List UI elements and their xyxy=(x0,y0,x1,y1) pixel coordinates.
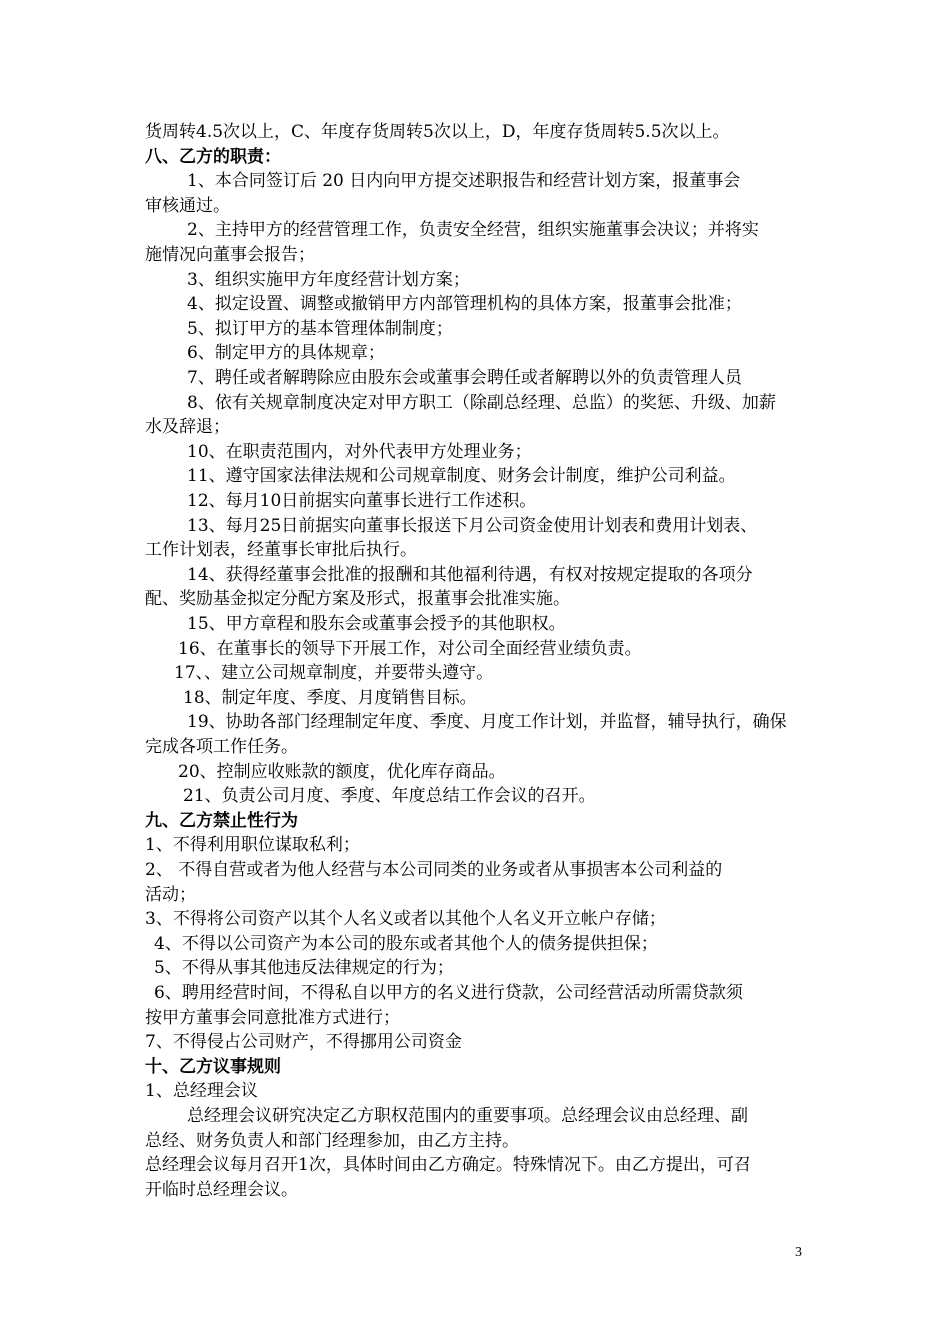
text-line: 6、聘用经营时间，不得私自以甲方的名义进行贷款，公司经营活动所需贷款须 xyxy=(154,983,743,1003)
section-heading: 九、乙方禁止性行为 xyxy=(145,810,298,831)
section-heading: 八、乙方的职责： xyxy=(145,146,281,167)
text-line: 12、每月10日前据实向董事长进行工作述积。 xyxy=(187,491,537,511)
text-line: 3、不得将公司资产以其个人名义或者以其他个人名义开立帐户存储； xyxy=(145,909,666,930)
text-line: 开临时总经理会议。 xyxy=(145,1179,298,1200)
text-line: 完成各项工作任务。 xyxy=(145,737,298,757)
text-line: 15、甲方章程和股东会或董事会授予的其他职权。 xyxy=(187,614,566,634)
text-line: 5、不得从事其他违反法律规定的行为； xyxy=(154,958,454,979)
text-line: 配、奖励基金拟定分配方案及形式，报董事会批准实施。 xyxy=(145,589,570,610)
text-line: 14、获得经董事会批准的报酬和其他福利待遇，有权对按规定提取的各项分 xyxy=(187,564,753,585)
text-line: 13、每月25日前据实向董事长报送下月公司资金使用计划表和费用计划表、 xyxy=(187,515,758,536)
text-line: 10、在职责范围内，对外代表甲方处理业务； xyxy=(187,441,532,462)
text-line: 4、不得以公司资产为本公司的股东或者其他个人的债务提供担保； xyxy=(154,933,658,954)
text-line: 17、、建立公司规章制度，并要带头遵守。 xyxy=(174,663,494,684)
text-line: 11、遵守国家法律法规和公司规章制度、财务会计制度，维护公司利益。 xyxy=(187,466,736,487)
text-line: 1、总经理会议 xyxy=(145,1081,258,1102)
text-line: 21、负责公司月度、季度、年度总结工作会议的召开。 xyxy=(183,786,596,807)
text-line: 施情况向董事会报告； xyxy=(145,245,315,265)
text-line: 3、组织实施甲方年度经营计划方案； xyxy=(187,269,470,290)
text-line: 总经理会议每月召开1次，具体时间由乙方确定。特殊情况下。由乙方提出，可召 xyxy=(145,1155,751,1176)
text-line: 审核通过。 xyxy=(145,195,230,216)
text-line: 6、制定甲方的具体规章； xyxy=(187,343,385,364)
text-line: 活动； xyxy=(145,884,196,905)
text-line: 货周转4.5次以上，C、年度存货周转5次以上，D，年度存货周转5.5次以上。 xyxy=(145,122,730,142)
text-line: 4、拟定设置、调整或撤销甲方内部管理机构的具体方案，报董事会批准； xyxy=(187,294,742,315)
text-line: 2、主持甲方的经营管理工作，负责安全经营，组织实施董事会决议；并将实 xyxy=(187,220,759,241)
text-line: 16、在董事长的领导下开展工作，对公司全面经营业绩负责。 xyxy=(178,638,642,659)
text-line: 5、拟订甲方的基本管理体制制度； xyxy=(187,318,453,339)
text-line: 7、不得侵占公司财产，不得挪用公司资金 xyxy=(145,1032,462,1053)
text-line: 8、依有关规章制度决定对甲方职工（除副总经理、总监）的奖惩、升级、加薪 xyxy=(187,392,776,413)
text-line: 2、 不得自营或者为他人经营与本公司同类的业务或者从事损害本公司利益的 xyxy=(145,860,723,880)
text-line: 总经、财务负责人和部门经理参加，由乙方主持。 xyxy=(145,1130,519,1151)
text-line: 1、不得利用职位谋取私利； xyxy=(145,835,360,856)
text-line: 1、本合同签订后 20 日内向甲方提交述职报告和经营计划方案，报董事会 xyxy=(187,171,741,192)
text-line: 18、制定年度、季度、月度销售目标。 xyxy=(183,687,477,708)
text-line: 按甲方董事会同意批准方式进行； xyxy=(145,1007,400,1028)
text-line: 总经理会议研究决定乙方职权范围内的重要事项。总经理会议由总经理、副 xyxy=(187,1106,748,1126)
text-line: 7、聘任或者解聘除应由股东会或董事会聘任或者解聘以外的负责管理人员 xyxy=(187,368,742,388)
section-heading: 十、乙方议事规则 xyxy=(145,1056,281,1077)
text-line: 20、控制应收账款的额度，优化库存商品。 xyxy=(178,761,506,782)
text-line: 工作计划表，经董事长审批后执行。 xyxy=(145,540,417,561)
text-line: 水及辞退； xyxy=(145,417,230,438)
text-line: 19、协助各部门经理制定年度、季度、月度工作计划，并监督，辅导执行，确保 xyxy=(187,712,787,733)
page-number: 3 xyxy=(795,1245,802,1260)
